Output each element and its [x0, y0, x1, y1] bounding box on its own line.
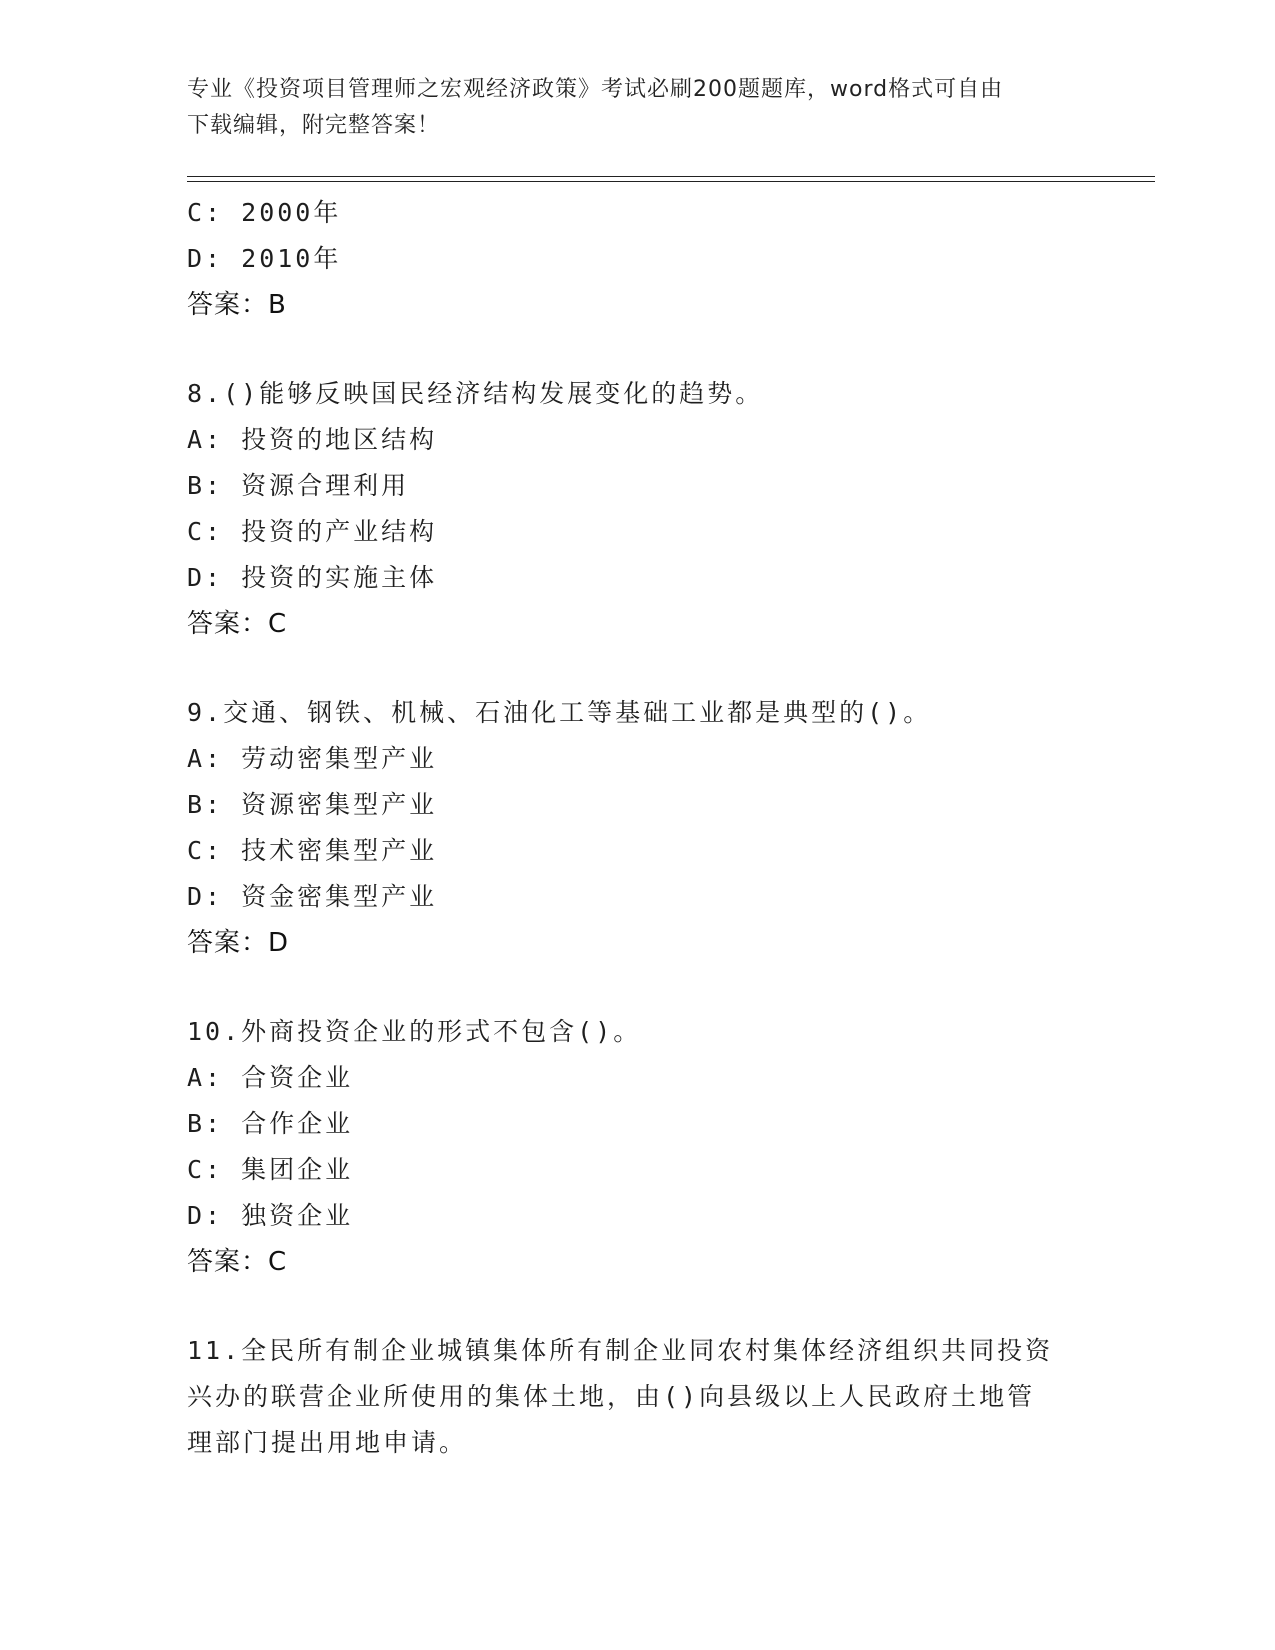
option-b: B: 合作企业 — [187, 1109, 354, 1138]
question-stem-line-2: 兴办的联营企业所使用的集体土地，由()向县级以上人民政府土地管 — [187, 1382, 1036, 1411]
question-9 — [187, 690, 1155, 966]
document-header — [187, 72, 1067, 144]
header-rule-bottom — [187, 181, 1155, 182]
option-a: A: 投资的地区结构 — [187, 425, 438, 454]
question-content — [187, 190, 1155, 1466]
option-c: C: 技术密集型产业 — [187, 836, 438, 865]
option-d: D: 独资企业 — [187, 1201, 354, 1230]
question-stem-line-1: 11.全民所有制企业城镇集体所有制企业同农村集体经济组织共同投资 — [187, 1336, 1054, 1365]
header-line-2: 下载编辑，附完整答案！ — [187, 113, 441, 138]
option-d: D: 2010年 — [187, 244, 342, 273]
option-d: D: 资金密集型产业 — [187, 882, 438, 911]
answer: 答案：B — [187, 290, 287, 320]
option-c: C: 集团企业 — [187, 1155, 354, 1184]
question-8 — [187, 371, 1155, 647]
option-b: B: 资源合理利用 — [187, 471, 410, 500]
header-rule-top — [187, 176, 1155, 177]
question-7-tail — [187, 190, 1155, 328]
question-stem: 8.()能够反映国民经济结构发展变化的趋势。 — [187, 379, 764, 408]
question-stem-line-3: 理部门提出用地申请。 — [187, 1428, 468, 1457]
question-stem: 10.外商投资企业的形式不包含()。 — [187, 1017, 642, 1046]
header-line-1: 专业《投资项目管理师之宏观经济政策》考试必刷200题题库，word格式可自由 — [187, 77, 1004, 102]
option-c: C: 2000年 — [187, 198, 342, 227]
answer: 答案：D — [187, 928, 290, 958]
option-d: D: 投资的实施主体 — [187, 563, 438, 592]
option-b: B: 资源密集型产业 — [187, 790, 438, 819]
answer: 答案：C — [187, 1247, 288, 1277]
question-11 — [187, 1328, 1155, 1466]
question-stem: 9.交通、钢铁、机械、石油化工等基础工业都是典型的()。 — [187, 698, 932, 727]
option-a: A: 劳动密集型产业 — [187, 744, 438, 773]
spacer — [187, 966, 1155, 1009]
spacer — [187, 1285, 1155, 1328]
question-10 — [187, 1009, 1155, 1285]
option-c: C: 投资的产业结构 — [187, 517, 438, 546]
spacer — [187, 647, 1155, 690]
answer: 答案：C — [187, 609, 288, 639]
spacer — [187, 328, 1155, 371]
option-a: A: 合资企业 — [187, 1063, 354, 1092]
